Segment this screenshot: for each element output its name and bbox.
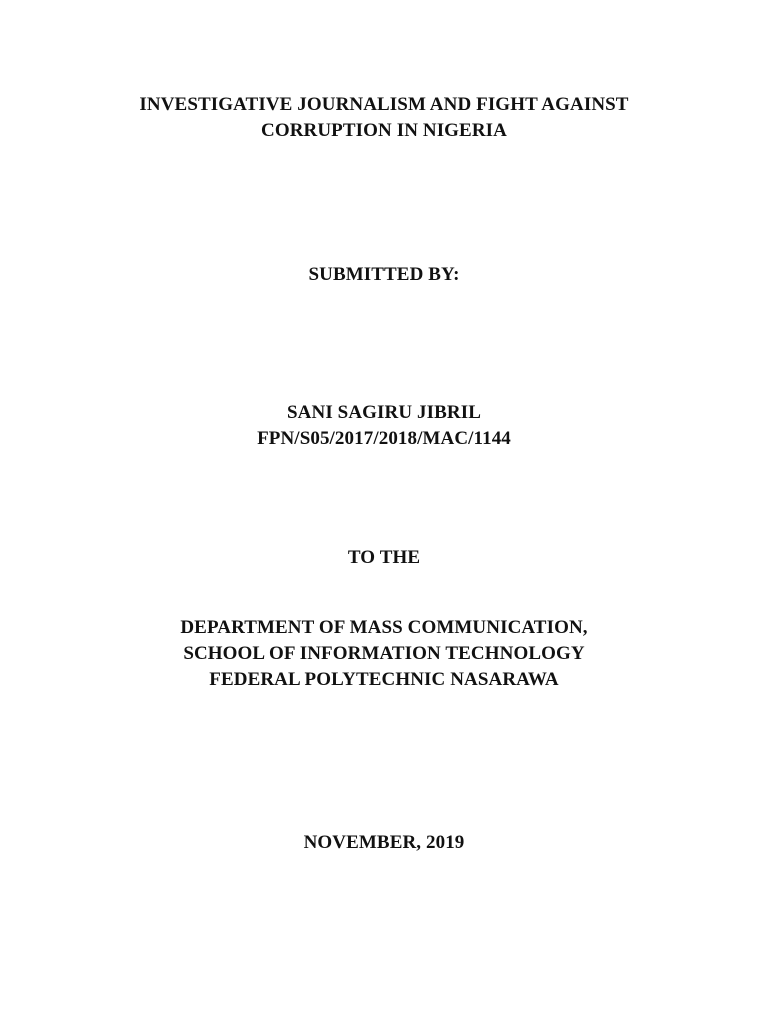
department-name: DEPARTMENT OF MASS COMMUNICATION, [180,617,588,638]
author-info [0,400,768,452]
polytechnic-name: FEDERAL POLYTECHNIC NASARAWA [209,669,559,690]
author-name: SANI SAGIRU JIBRIL [287,402,481,423]
school-name: SCHOOL OF INFORMATION TECHNOLOGY [183,643,585,664]
document-title [0,92,768,144]
submitted-by-heading [0,262,768,288]
submitted-by-label: SUBMITTED BY: [308,264,460,285]
author-id: FPN/S05/2017/2018/MAC/1144 [257,428,511,449]
institution-info [0,615,768,693]
date-text: NOVEMBER, 2019 [303,832,465,853]
submission-date [0,830,768,856]
to-the-label: TO THE [347,547,421,568]
title-line-2: CORRUPTION IN NIGERIA [261,120,507,141]
title-line-1: INVESTIGATIVE JOURNALISM AND FIGHT AGAINST [139,94,629,115]
to-the-heading [0,545,768,571]
